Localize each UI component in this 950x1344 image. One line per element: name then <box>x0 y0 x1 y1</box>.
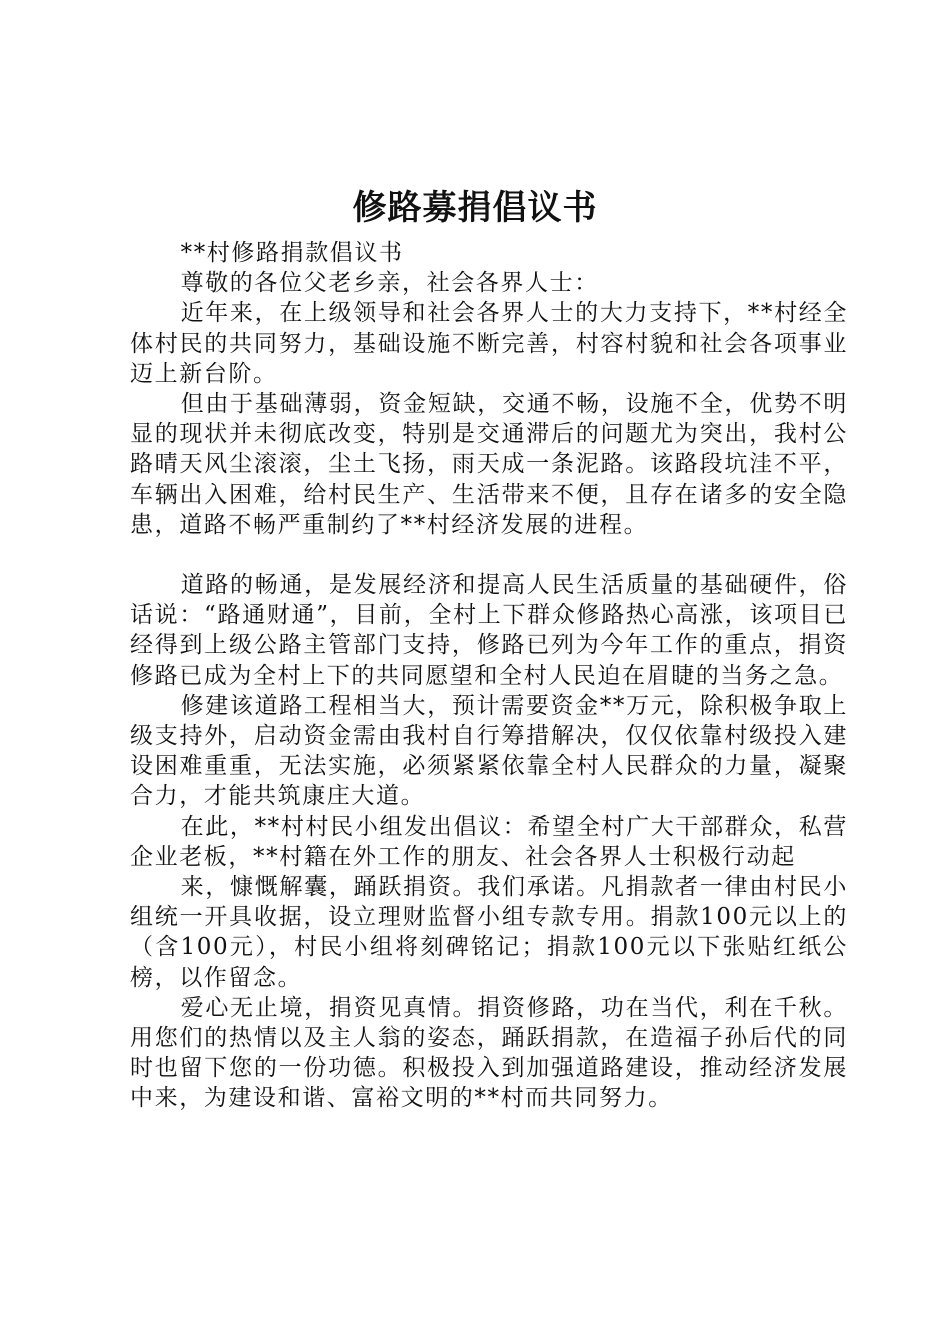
paragraph-commitment: 来，慷慨解囊，踊跃捐资。我们承诺。凡捐款者一律由村民小组统一开具收据，设立理财监督小组专款专用。捐款100元以上的（含100元），村民小组将刻碑铭记；捐款100元以下张贴红纸公榜，以作留念。 <box>130 874 848 991</box>
salutation: 尊敬的各位父老乡亲，社会各界人士： <box>180 270 599 297</box>
subtitle-line: **村修路捐款倡议书 <box>180 240 404 266</box>
paragraph-problems: 但由于基础薄弱，资金短缺，交通不畅，设施不全，优势不明显的现状并未彻底改变，特别是交通滞后的问题尤为突出，我村公路晴天风尘滚滚，尘土飞扬，雨天成一条泥路。该路段坑洼不平，车辆出入困难，给村民生产、生活带来不便，且存在诸多的安全隐患，道路不畅严重制约了**村经济发展的进程。 <box>130 391 848 538</box>
paragraph-funding: 修建该道路工程相当大，预计需要资金**万元，除积极争取上级支持外，启动资金需由我村自行筹措解决，仅仅依靠村级投入建设困难重重，无法实施，必须紧紧依靠全村人民群众的力量，凝聚合力，才能共筑康庄大道。 <box>130 692 848 810</box>
document-body <box>130 238 848 1114</box>
paragraph-importance: 道路的畅通，是发展经济和提高人民生活质量的基础硬件，俗话说：“路通财通”，目前，全村上下群众修路热心高涨，该项目已经得到上级公路主管部门支持，修路已列为今年工作的重点，捐资修路已成为全村上下的共同愿望和全村人民迫在眉睫的当务之急。 <box>130 572 848 689</box>
document-title: 修路募捐倡议书 <box>352 188 598 228</box>
paragraph-closing: 爱心无止境，捐资见真情。捐资修路，功在当代，利在千秋。用您们的热情以及主人翁的姿态，踊跃捐款，在造福子孙后代的同时也留下您的一份功德。积极投入到加强道路建设，推动经济发展中来，为建设和谐、富裕文明的**村而共同努力。 <box>130 994 848 1112</box>
paragraph-intro: 近年来，在上级领导和社会各界人士的大力支持下，**村经全体村民的共同努力，基础设施不断完善，村容村貌和社会各项事业迈上新台阶。 <box>130 300 848 387</box>
paragraph-appeal: 在此，**村村民小组发出倡议：希望全村广大干部群众，私营企业老板，**村籍在外工作的朋友、社会各界人士积极行动起 <box>130 813 848 870</box>
